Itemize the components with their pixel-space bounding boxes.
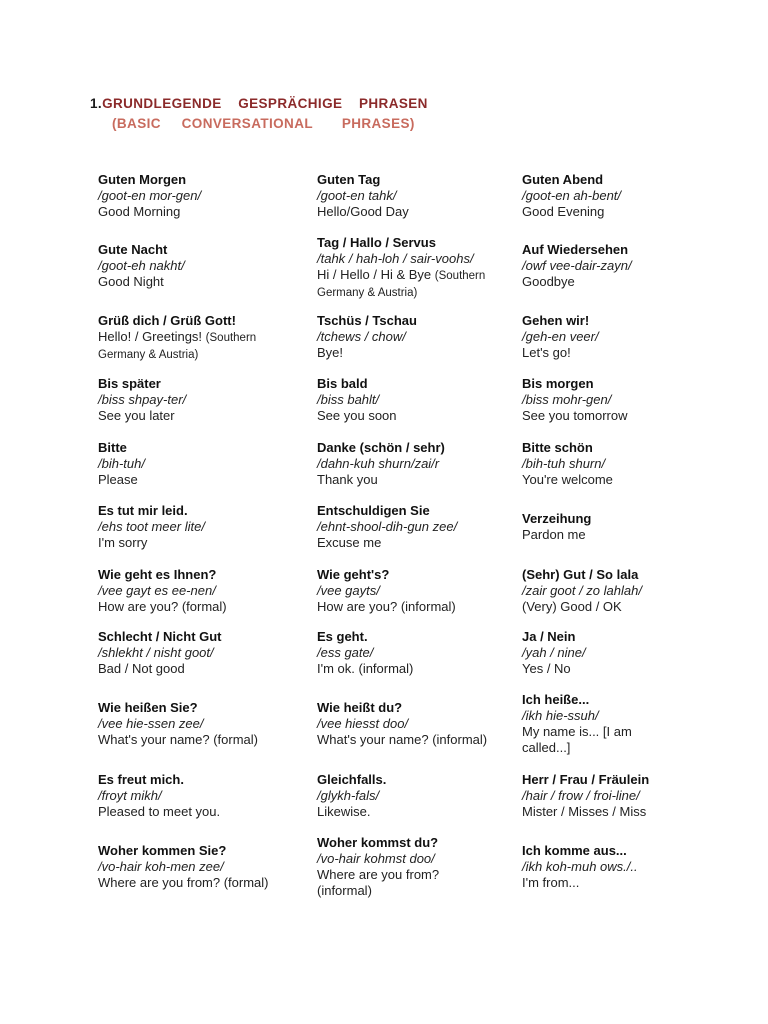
phrase-german: Guten Tag [317, 172, 381, 187]
phrase-pronunciation: /vee hiesst doo/ [317, 716, 409, 731]
phrase-english: Please [98, 472, 138, 487]
phrase-english: Good Morning [98, 204, 181, 219]
phrase-entry [522, 843, 722, 891]
phrase-english [98, 329, 288, 363]
phrase-german: Wie geht's? [317, 567, 390, 582]
phrase-german: Bitte schön [522, 440, 593, 455]
phrase-english: I'm ok. (informal) [317, 661, 414, 676]
phrase-english: Pleased to meet you. [98, 804, 221, 819]
phrase-pronunciation: /vo-hair koh-men zee/ [98, 859, 224, 874]
phrase-pronunciation: /biss bahlt/ [317, 392, 380, 407]
phrase-entry [317, 772, 517, 820]
phrase-entry [522, 692, 652, 756]
phrase-english: You're welcome [522, 472, 613, 487]
phrase-pronunciation: /bih-tuh shurn/ [522, 456, 606, 471]
phrase-german: Verzeihung [522, 511, 592, 526]
phrase-entry [98, 843, 298, 891]
phrase-german: Bis später [98, 376, 161, 391]
phrase-english: Excuse me [317, 535, 382, 550]
phrase-entry [522, 440, 722, 488]
phrase-pronunciation: /geh-en veer/ [522, 329, 599, 344]
phrase-english: Where are you from? (informal) [317, 867, 440, 898]
phrase-entry [522, 242, 722, 290]
phrase-german: Bis morgen [522, 376, 594, 391]
phrase-english: See you soon [317, 408, 397, 423]
phrase-pronunciation: /froyt mikh/ [98, 788, 162, 803]
phrase-german: Tschüs / Tschau [317, 313, 417, 328]
phrase-english: Mister / Misses / Miss [522, 804, 647, 819]
phrase-german: Ich heiße... [522, 692, 590, 707]
phrase-entry [98, 172, 298, 220]
phrase-english: Likewise. [317, 804, 371, 819]
phrase-english: What's your name? (informal) [317, 732, 488, 747]
section-subtitle: (BASIC CONVERSATIONAL PHRASES) [112, 116, 415, 131]
phrase-pronunciation: /biss shpay-ter/ [98, 392, 187, 407]
phrase-pronunciation: /hair / frow / froi-line/ [522, 788, 640, 803]
phrase-english: Bad / Not good [98, 661, 185, 676]
phrase-english: My name is... [I am called...] [522, 724, 632, 755]
phrase-english: Pardon me [522, 527, 586, 542]
phrase-pronunciation: /goot-en ah-bent/ [522, 188, 622, 203]
phrase-german: Grüß dich / Grüß Gott! [98, 313, 236, 328]
phrase-entry [98, 242, 298, 290]
phrase-entry [317, 313, 517, 361]
phrase-pronunciation: /tchews / chow/ [317, 329, 406, 344]
phrase-english: Good Night [98, 274, 164, 289]
phrase-german: (Sehr) Gut / So lala [522, 567, 639, 582]
section-title: GRUNDLEGENDE GESPRÄCHIGE PHRASEN [102, 96, 428, 111]
phrase-entry [317, 503, 517, 551]
phrase-english-text: Hi / Hello / Hi & Bye [317, 267, 432, 282]
phrase-english: Where are you from? (formal) [98, 875, 269, 890]
phrase-entry [317, 440, 517, 488]
phrase-german: Entschuldigen Sie [317, 503, 430, 518]
phrase-pronunciation: /ehs toot meer lite/ [98, 519, 205, 534]
phrase-english: Thank you [317, 472, 378, 487]
phrase-english: Let's go! [522, 345, 571, 360]
phrase-english: Good Evening [522, 204, 605, 219]
phrase-english: Hello/Good Day [317, 204, 409, 219]
phrase-pronunciation: /bih-tuh/ [98, 456, 145, 471]
phrase-english: Goodbye [522, 274, 575, 289]
phrase-entry [98, 700, 298, 748]
phrase-pronunciation: /glykh-fals/ [317, 788, 380, 803]
phrase-german: Guten Morgen [98, 172, 187, 187]
phrase-english: How are you? (formal) [98, 599, 227, 614]
phrase-english: Yes / No [522, 661, 571, 676]
phrase-german: Es tut mir leid. [98, 503, 188, 518]
phrase-english: What's your name? (formal) [98, 732, 258, 747]
phrase-english: How are you? (informal) [317, 599, 456, 614]
phrase-pronunciation: /biss mohr-gen/ [522, 392, 612, 407]
phrase-pronunciation: /goot-en mor-gen/ [98, 188, 202, 203]
phrase-pronunciation: /goot-eh nakht/ [98, 258, 185, 273]
phrase-german: Es freut mich. [98, 772, 184, 787]
phrase-english: See you tomorrow [522, 408, 628, 423]
phrase-pronunciation: /ess gate/ [317, 645, 374, 660]
phrase-german: Wie geht es Ihnen? [98, 567, 217, 582]
phrase-pronunciation: /zair goot / zo lahlah/ [522, 583, 642, 598]
phrase-pronunciation: /yah / nine/ [522, 645, 586, 660]
phrase-english: I'm sorry [98, 535, 148, 550]
phrase-entry [98, 503, 298, 551]
phrase-german: Bis bald [317, 376, 368, 391]
phrase-pronunciation: /dahn-kuh shurn/zai/r [317, 456, 440, 471]
phrase-german: Gehen wir! [522, 313, 590, 328]
phrase-note: (Southern Germany & Austria) [317, 270, 486, 299]
phrase-note: (Southern Germany & Austria) [98, 332, 257, 361]
section-number: 1. [90, 96, 103, 111]
phrase-german: Wie heißt du? [317, 700, 403, 715]
phrase-entry [98, 313, 288, 363]
phrase-german: Woher kommen Sie? [98, 843, 227, 858]
phrase-english-text: Hello! / Greetings! [98, 329, 203, 344]
phrase-english: Bye! [317, 345, 344, 360]
phrase-pronunciation: /owf vee-dair-zayn/ [522, 258, 632, 273]
phrase-pronunciation: /vo-hair kohmst doo/ [317, 851, 435, 866]
phrase-german: Bitte [98, 440, 127, 455]
phrase-entry [522, 376, 722, 424]
phrase-german: Es geht. [317, 629, 368, 644]
phrase-entry [522, 629, 722, 677]
phrase-german: Auf Wiedersehen [522, 242, 629, 257]
phrase-german: Woher kommst du? [317, 835, 439, 850]
phrase-german: Wie heißen Sie? [98, 700, 198, 715]
phrase-entry [98, 629, 298, 677]
phrase-german: Gleichfalls. [317, 772, 387, 787]
phrase-german: Ich komme aus... [522, 843, 627, 858]
phrase-pronunciation: /tahk / hah-loh / sair-voohs/ [317, 251, 474, 266]
phrase-entry [317, 567, 517, 615]
phrase-pronunciation: /ikh hie-ssuh/ [522, 708, 599, 723]
phrase-german: Schlecht / Nicht Gut [98, 629, 222, 644]
phrase-entry [522, 567, 722, 615]
phrase-entry [522, 172, 722, 220]
phrase-entry [317, 172, 517, 220]
phrase-entry [522, 772, 722, 820]
phrase-pronunciation: /ehnt-shool-dih-gun zee/ [317, 519, 458, 534]
phrase-entry [317, 376, 517, 424]
phrase-pronunciation: /vee hie-ssen zee/ [98, 716, 204, 731]
phrase-english [317, 267, 517, 301]
phrase-english: See you later [98, 408, 175, 423]
phrase-entry [98, 567, 298, 615]
phrase-german: Tag / Hallo / Servus [317, 235, 436, 250]
phrase-english: (Very) Good / OK [522, 599, 622, 614]
phrase-entry [98, 772, 298, 820]
phrase-entry [522, 313, 722, 361]
phrase-pronunciation: /ikh koh-muh ows./.. [522, 859, 638, 874]
phrase-entry [98, 440, 298, 488]
section-heading [90, 96, 428, 112]
phrase-pronunciation: /vee gayts/ [317, 583, 380, 598]
phrase-pronunciation: /shlekht / nisht goot/ [98, 645, 214, 660]
phrase-entry [98, 376, 298, 424]
phrase-entry [522, 511, 722, 543]
phrase-pronunciation: /goot-en tahk/ [317, 188, 397, 203]
phrase-entry [317, 835, 467, 899]
phrase-english: I'm from... [522, 875, 580, 890]
phrase-entry [317, 235, 517, 301]
phrase-pronunciation: /vee gayt es ee-nen/ [98, 583, 216, 598]
phrase-entry [317, 700, 517, 748]
phrase-german: Danke (schön / sehr) [317, 440, 445, 455]
phrase-german: Guten Abend [522, 172, 604, 187]
phrase-german: Herr / Frau / Fräulein [522, 772, 650, 787]
phrase-german: Ja / Nein [522, 629, 576, 644]
phrase-german: Gute Nacht [98, 242, 168, 257]
phrase-entry [317, 629, 517, 677]
